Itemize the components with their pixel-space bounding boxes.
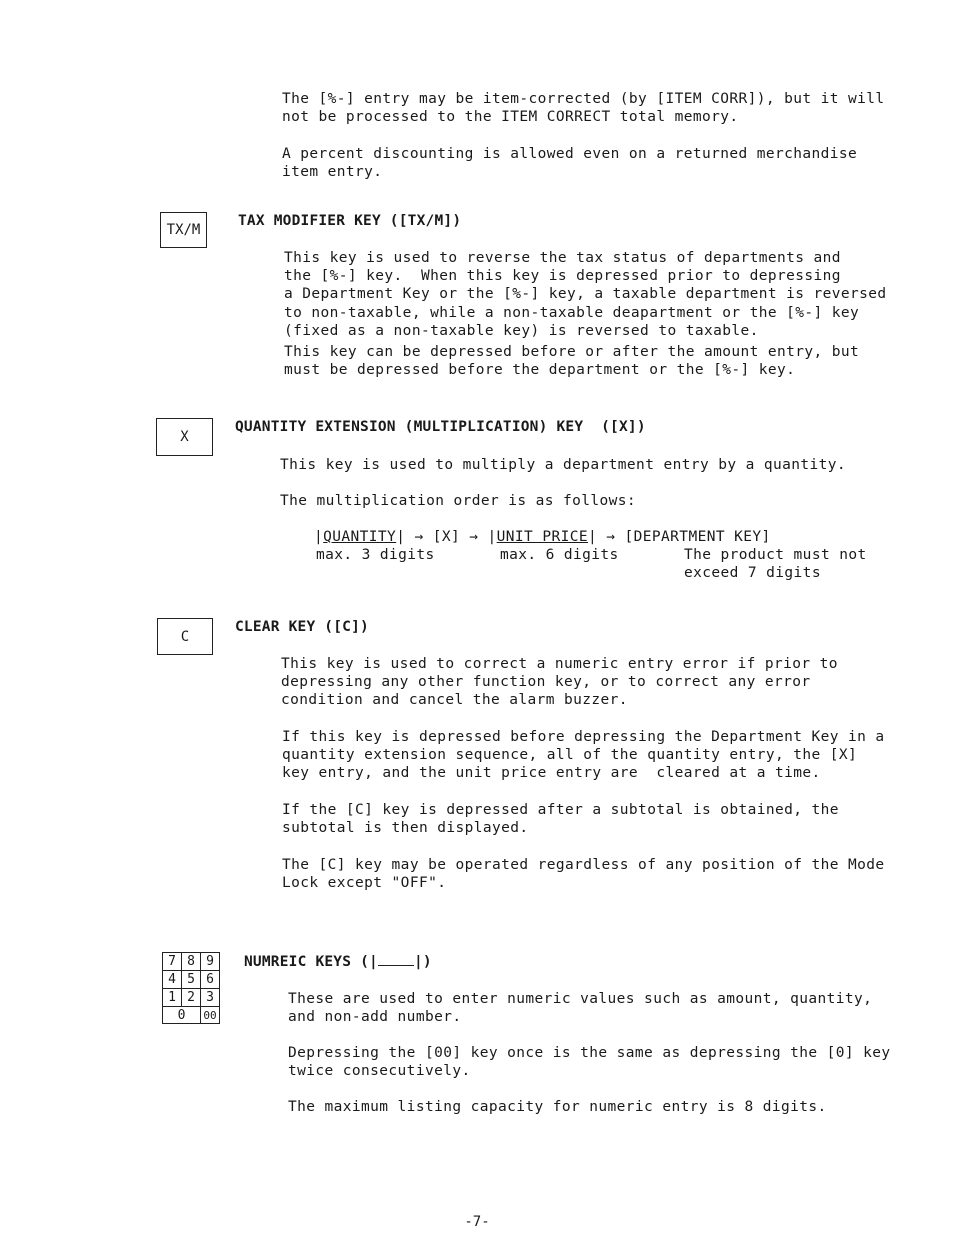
keypad-key-7: 7 bbox=[162, 952, 182, 971]
keypad-key-8: 8 bbox=[181, 952, 201, 971]
numeric-paragraph-1: These are used to enter numeric values such as amount, quantity, and non-add number. bbox=[288, 991, 873, 1026]
keypad-key-1: 1 bbox=[162, 988, 182, 1007]
tax-modifier-heading: TAX MODIFIER KEY ([TX/M]) bbox=[238, 213, 462, 229]
keypad-key-00: 00 bbox=[200, 1006, 220, 1024]
keypad-key-5: 5 bbox=[181, 970, 201, 989]
clear-paragraph-1: This key is used to correct a numeric entry error if prior to depressing any other function key, or to correct any error condition and cancel the alarm buzzer. bbox=[281, 656, 838, 709]
keypad-key-0: 0 bbox=[162, 1006, 201, 1024]
clear-paragraph-2: If this key is depressed before depressing the Department Key in a quantity extension sequence, all of the quantity entry, the [X] key entry, and the unit price entry are cleared at a time. bbox=[282, 729, 885, 782]
clear-key-heading: CLEAR KEY ([C]) bbox=[235, 619, 369, 635]
x-key-icon: X bbox=[156, 418, 213, 456]
keypad-key-9: 9 bbox=[200, 952, 220, 971]
tax-paragraph-2: This key can be depressed before or after the amount entry, but must be depressed before the department or the [%-] key. bbox=[284, 344, 860, 379]
clear-paragraph-4: The [C] key may be operated regardless of any position of the Mode Lock except "OFF". bbox=[282, 857, 885, 892]
numeric-paragraph-3: The maximum listing capacity for numeric entry is 8 digits. bbox=[288, 1099, 827, 1115]
numeric-keys-heading: NUMREIC KEYS (| |) bbox=[244, 954, 432, 970]
numeric-paragraph-2: Depressing the [00] key once is the same as depressing the [0] key twice consecutively. bbox=[288, 1045, 891, 1080]
quantity-digits-note: max. 3 digits bbox=[316, 547, 435, 563]
numeric-keypad-icon bbox=[162, 952, 220, 1024]
quantity-extension-heading: QUANTITY EXTENSION (MULTIPLICATION) KEY ([X]) bbox=[235, 419, 646, 435]
blank-key-symbol bbox=[378, 953, 414, 966]
product-digits-note: The product must not exceed 7 digits bbox=[684, 547, 867, 582]
tx-m-key-icon: TX/M bbox=[160, 212, 207, 248]
intro-paragraph-2: A percent discounting is allowed even on a returned merchandise item entry. bbox=[282, 146, 858, 181]
intro-paragraph-1: The [%-] entry may be item-corrected (by [ITEM CORR]), but it will not be processed to the ITEM CORRECT total memory. bbox=[282, 91, 885, 126]
keypad-key-6: 6 bbox=[200, 970, 220, 989]
keypad-key-4: 4 bbox=[162, 970, 182, 989]
multiplication-sequence: |QUANTITY| → [X] → |UNIT PRICE| → [DEPARTMENT KEY] bbox=[314, 529, 771, 545]
page-number: -7- bbox=[464, 1214, 490, 1230]
tax-paragraph-1: This key is used to reverse the tax status of departments and the [%-] key. When this key is depressed prior to depressing a Department Key or the [%-] key, a taxable department is reversed to non-taxable, while a non-taxable deapartment or the [%-] key (fixed as a non-taxable key) is reversed to taxable. bbox=[284, 250, 887, 339]
unit-price-digits-note: max. 6 digits bbox=[500, 547, 619, 563]
clear-paragraph-3: If the [C] key is depressed after a subtotal is obtained, the subtotal is then displayed. bbox=[282, 802, 839, 837]
keypad-key-3: 3 bbox=[200, 988, 220, 1007]
quantity-paragraph-1: This key is used to multiply a department entry by a quantity. bbox=[280, 457, 847, 473]
keypad-key-2: 2 bbox=[181, 988, 201, 1007]
c-key-icon: C bbox=[157, 618, 213, 655]
quantity-paragraph-2: The multiplication order is as follows: bbox=[280, 493, 637, 509]
